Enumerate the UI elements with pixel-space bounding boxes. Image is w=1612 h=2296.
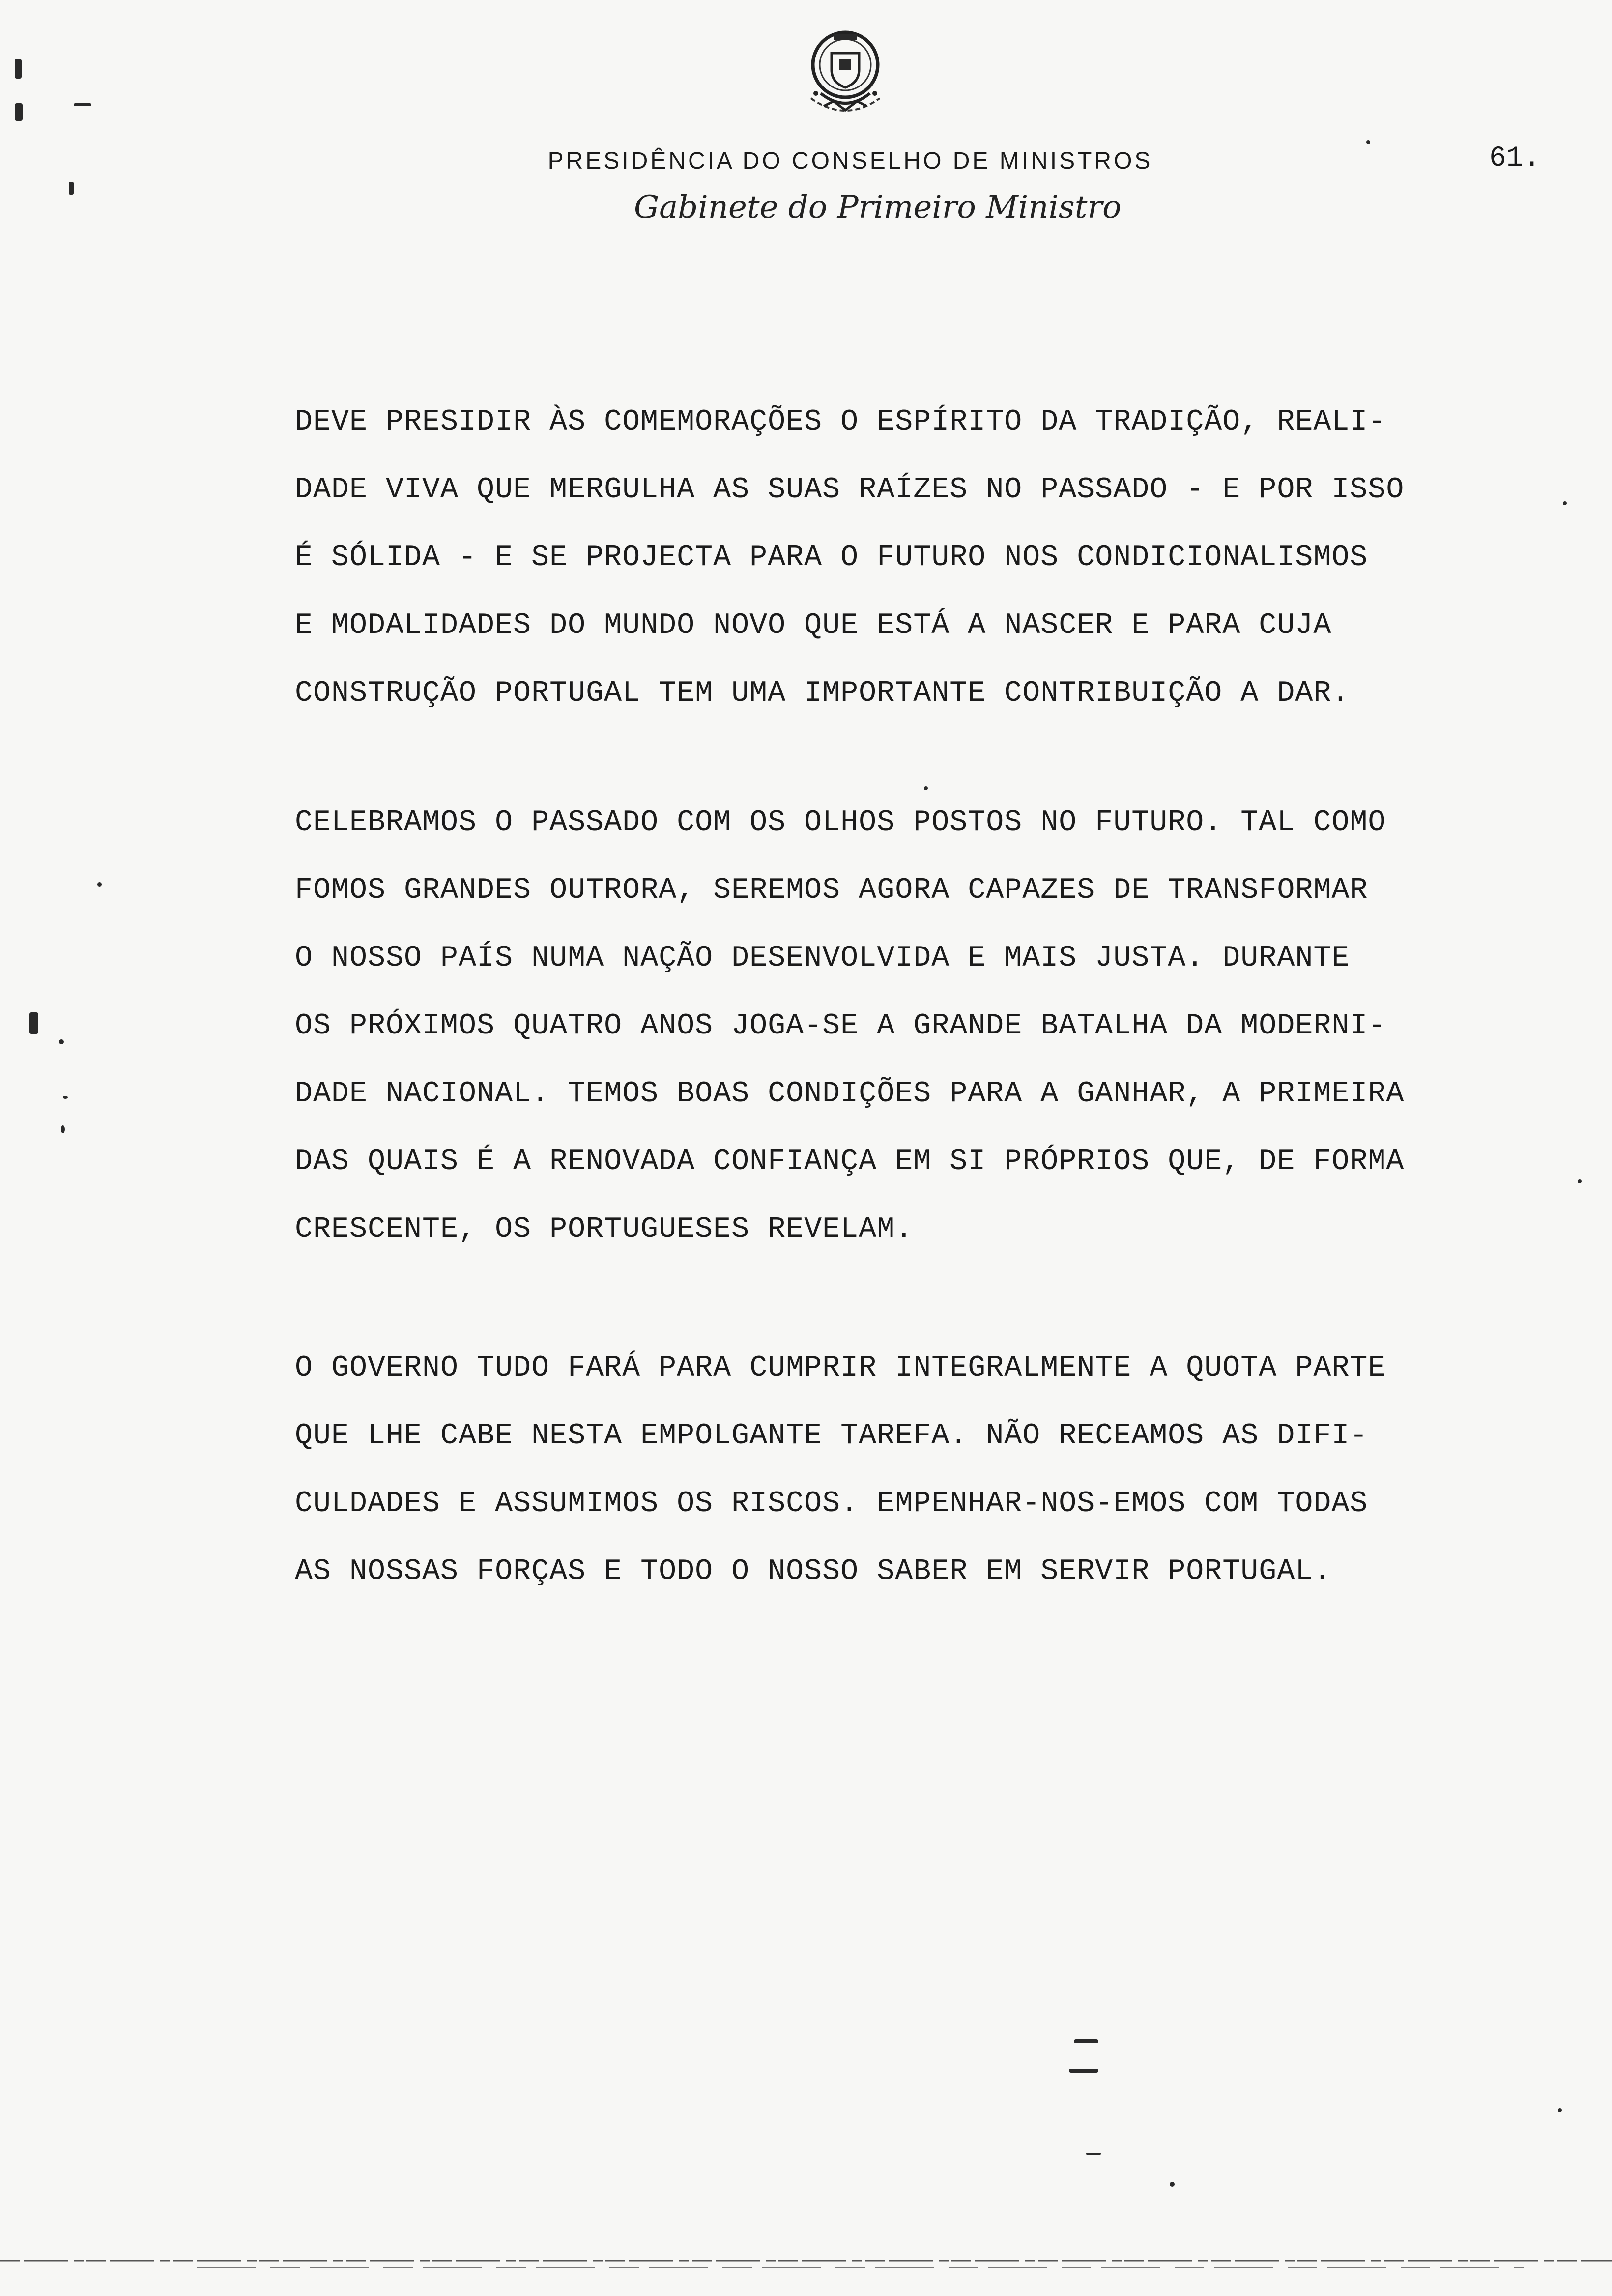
paragraph-line: O NOSSO PAÍS NUMA NAÇÃO DESENVOLVIDA E MAIS JUSTA. DURANTE: [295, 942, 1350, 975]
paragraph-line: CONSTRUÇÃO PORTUGAL TEM UMA IMPORTANTE CONTRIBUIÇÃO A DAR.: [295, 677, 1350, 710]
scan-mark: [1170, 2182, 1175, 2187]
scan-mark: [924, 786, 928, 790]
paragraph-line: DEVE PRESIDIR ÀS COMEMORAÇÕES O ESPÍRITO DA TRADIÇÃO, REALI-: [295, 405, 1386, 439]
scan-mark: [1074, 2039, 1098, 2043]
paragraph-line: AS NOSSAS FORÇAS E TODO O NOSSO SABER EM SERVIR PORTUGAL.: [295, 1555, 1332, 1588]
scan-mark: [1069, 2069, 1098, 2073]
paragraph-line: FOMOS GRANDES OUTRORA, SEREMOS AGORA CAPAZES DE TRANSFORMAR: [295, 874, 1368, 907]
scan-mark: [29, 1012, 38, 1034]
paragraph-3: [295, 1334, 1592, 1606]
paragraph-1: [295, 388, 1592, 727]
paragraph-line: DADE NACIONAL. TEMOS BOAS CONDIÇÕES PARA A GANHAR, A PRIMEIRA: [295, 1077, 1405, 1111]
scan-mark: [1366, 140, 1370, 144]
header-subtitle: Gabinete do Primeiro Ministro: [634, 189, 1122, 226]
paragraph-line: DAS QUAIS É A RENOVADA CONFIANÇA EM SI PRÓPRIOS QUE, DE FORMA: [295, 1145, 1405, 1178]
scan-mark: [74, 103, 91, 106]
paragraph-2: [295, 789, 1592, 1263]
scan-mark: [15, 103, 23, 121]
scan-mark: [59, 1039, 64, 1044]
scan-mark: [15, 59, 22, 79]
scan-edge-line: [0, 2251, 1612, 2280]
scan-mark: [61, 1125, 65, 1133]
paragraph-line: O GOVERNO TUDO FARÁ PARA CUMPRIR INTEGRALMENTE A QUOTA PARTE: [295, 1351, 1386, 1385]
paragraph-line: OS PRÓXIMOS QUATRO ANOS JOGA-SE A GRANDE BATALHA DA MODERNI-: [295, 1009, 1386, 1043]
paragraph-line: QUE LHE CABE NESTA EMPOLGANTE TAREFA. NÃO RECEAMOS AS DIFI-: [295, 1419, 1368, 1453]
paragraph-line: CULDADES E ASSUMIMOS OS RISCOS. EMPENHAR-NOS-EMOS COM TODAS: [295, 1487, 1368, 1521]
scan-mark: [63, 1096, 68, 1099]
header-title: PRESIDÊNCIA DO CONSELHO DE MINISTROS: [547, 148, 1153, 174]
scan-mark: [1558, 2108, 1562, 2112]
scan-mark: [97, 882, 102, 887]
paragraph-line: CRESCENTE, OS PORTUGUESES REVELAM.: [295, 1213, 914, 1246]
paragraph-line: CELEBRAMOS O PASSADO COM OS OLHOS POSTOS NO FUTURO. TAL COMO: [295, 806, 1386, 839]
scan-mark: [69, 182, 74, 195]
page-number: 61.: [1489, 143, 1541, 174]
paragraph-line: E MODALIDADES DO MUNDO NOVO QUE ESTÁ A NASCER E PARA CUJA: [295, 609, 1332, 642]
scan-mark: [1086, 2152, 1101, 2155]
scan-mark: [1563, 501, 1567, 505]
paragraph-line: É SÓLIDA - E SE PROJECTA PARA O FUTURO NOS CONDICIONALISMOS: [295, 541, 1368, 574]
scan-mark: [1578, 1179, 1582, 1183]
coat-of-arms-icon: [777, 20, 914, 138]
paragraph-line: DADE VIVA QUE MERGULHA AS SUAS RAÍZES NO PASSADO - E POR ISSO: [295, 473, 1405, 507]
